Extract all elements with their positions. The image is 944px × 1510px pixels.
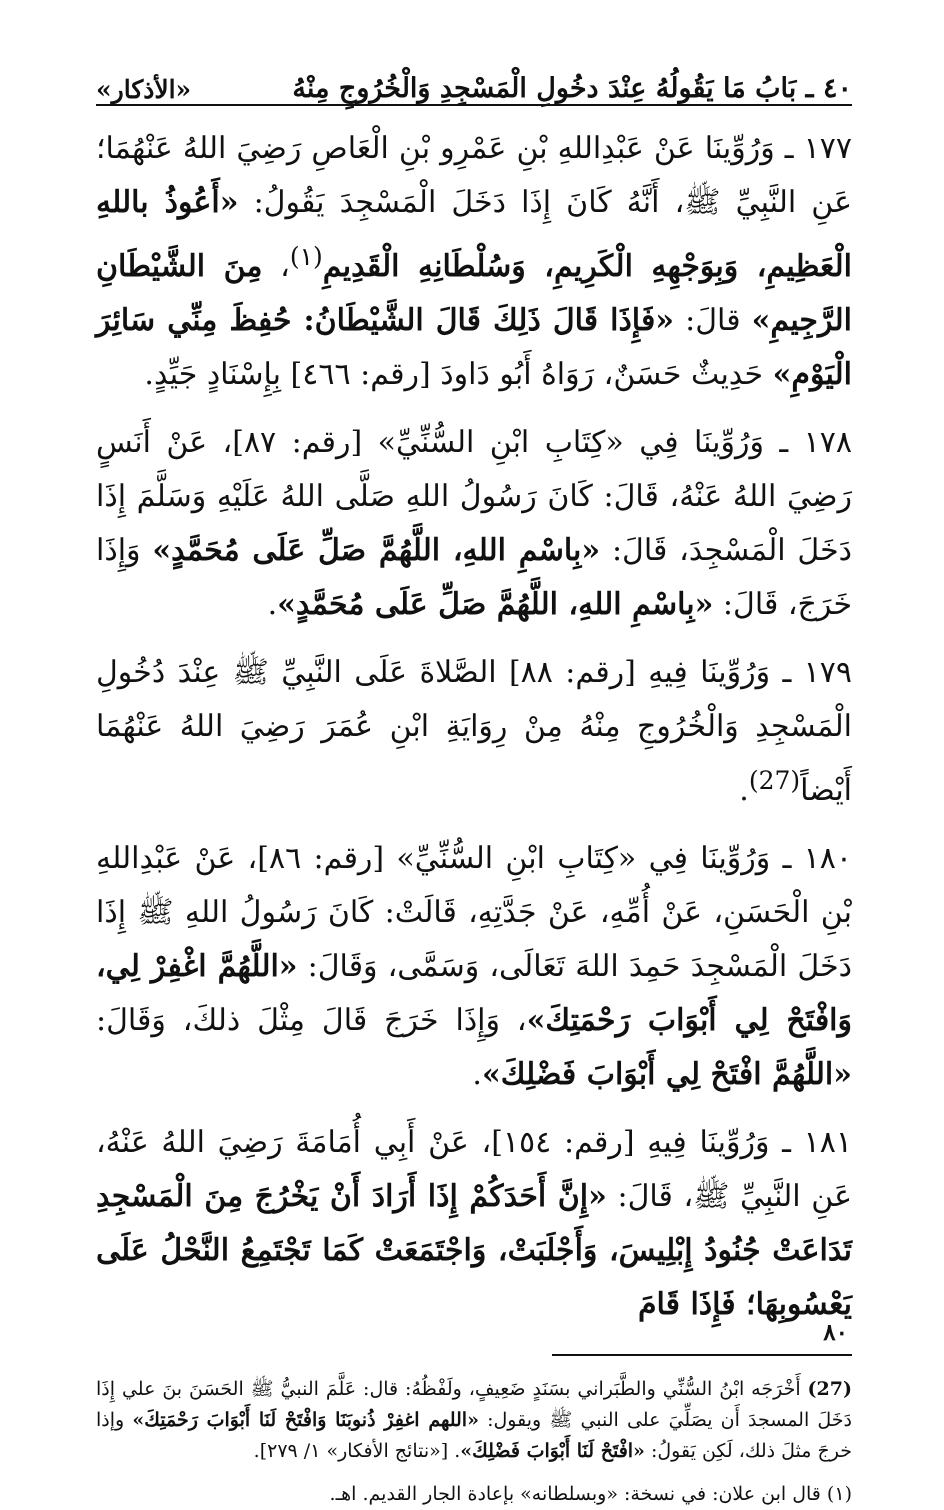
bold-dua: «بِاسْمِ اللهِ، اللَّهُمَّ صَلِّ عَلَى مُحَمَّدٍ» (152, 533, 601, 568)
bold-dua: «اللَّهُمَّ افْتَحْ لِي أَبْوَابَ فَضْلِكَ» (481, 1057, 852, 1092)
page-number: ٨٠ (823, 1319, 848, 1346)
bold-dua: «بِاسْمِ اللهِ، اللَّهُمَّ صَلِّ عَلَى مُحَمَّدٍ» (277, 587, 714, 622)
text-span: ١٧٨ ـ وَرُوِّينَا فِي «كِتَابِ ابْنِ السُّنِّيِّ» [رقم: ٨٧]، عَنْ أَنَسٍ رَضِيَ اللهُ عَنْهُ، قَالَ: كَانَ رَسُولُ اللهِ صَلَّى اللهُ عَلَيْهِ وَسَلَّمَ إِذَا دَخَلَ الْمَسْجِدَ، قَالَ: (96, 425, 853, 568)
footnote-1: (١) قال ابن علان: في نسخة: «وبسلطانه» بإعادة الجار القديم. اهـ. (329, 1483, 852, 1505)
paragraph-180 (96, 832, 852, 1102)
text-span: ، (262, 249, 290, 284)
main-text (96, 106, 852, 1332)
text-span: قالَ: (674, 303, 752, 338)
paragraph-179 (96, 646, 852, 818)
text-span: . [«نتائج الأفكار» ١/ ٢٧٩]. (253, 1440, 461, 1462)
text-span: . (267, 587, 278, 622)
chapter-title: ٤٠ ـ بَابُ مَا يَقُولُهُ عِنْدَ دخُولِ الْمَسْجِدِ وَالْخُرُوجِ مِنْهُ (292, 73, 852, 104)
footnote-ref: (27) (748, 766, 801, 795)
bold-dua: «أَعُوذُ باللهِ الْعَظِيمِ، وَبِوَجْهِهِ الْكَرِيمِ، وَسُلْطَانِهِ الْقَدِيمِ (96, 185, 853, 284)
bold-dua: «اللَّهُمَّ اغْفِرْ لِي، وَافْتَحْ لِي أَبْوَابَ رَحْمَتِكَ» (96, 949, 852, 1038)
text-span: ١٧٧ ـ وَرُوِّينَا عَنْ عَبْدِاللهِ بْنِ عَمْرِو بْنِ الْعَاصِ رَضِيَ اللهُ عَنْهُمَا؛ عَنِ النَّبِيِّ ﷺ، أَنَّهُ كَانَ إِذَا دَخَلَ الْمَسْجِدَ يَقُولُ: (96, 131, 852, 220)
text-span: حَدِيثٌ حَسَنٌ، رَوَاهُ أَبُو دَاودَ [رقم: ٤٦٦] بِإِسْنَادٍ جَيِّدٍ. (144, 357, 773, 392)
text-span: ١٧٩ ـ وَرُوِّينَا فِيهِ [رقم: ٨٨] الصَّلاةَ عَلَى النَّبِيِّ ﷺ عِنْدَ دُخُولِ الْمَسْجِدِ وَالْخُرُوجِ مِنْهُ مِنْ رِوَايَةِ ابْنِ عُمَرَ رَضِيَ اللهُ عَنْهُمَا أَيْضاً (96, 655, 853, 808)
bold-dua: مِنَ الشَّيْطَانِ الرَّجِيمِ» (96, 249, 852, 338)
text-span: وإذا خرجَ مثلَ ذلك، لَكِن يَقولُ: (96, 1409, 852, 1462)
bold-dua: «فَإِذَا قَالَ ذَلِكَ قَالَ الشَّيْطَانُ: حُفِظَ مِنِّي سَائِرَ الْيَوْمِ» (96, 303, 852, 392)
running-header (96, 48, 852, 106)
footnote-number: (27) (807, 1378, 852, 1400)
footnote-27 (96, 1374, 852, 1467)
footnote-ref: (١) (289, 242, 323, 271)
text-span: . (739, 773, 749, 808)
paragraph-181 (96, 1116, 852, 1332)
book-title: «الأذكار» (96, 75, 192, 104)
text-span: ، وَإِذَا خَرَجَ قَالَ مِثْلَ ذلكَ، وَقَالَ: (96, 1003, 527, 1038)
footnote-divider (552, 1354, 852, 1356)
text-span: وَإِذَا خَرَجَ، قَالَ: (96, 533, 852, 622)
text-span: ١٨٠ ـ وَرُوِّينَا فِي «كِتَابِ ابْنِ السُّنِّيِّ» [رقم: ٨٦]، عَنْ عَبْدِاللهِ بْنِ الْحَسَنِ، عَنْ أُمِّهِ، عَنْ جَدَّتِهِ، قَالَتْ: كَانَ رَسُولُ اللهِ ﷺ إِذَا دَخَلَ الْمَسْجِدَ حَمِدَ اللهَ تَعَالَى، وَسَمَّى، وَقَالَ: (96, 841, 853, 984)
paragraph-178 (96, 416, 852, 632)
footnotes (96, 1374, 852, 1510)
text-span: أَخْرَجَه ابْنُ السُّنِّي والطَّبَراني بسَنَدٍ ضَعِيفٍ، ولَفْظُهُ: قال: عَلَّمَ النبيُّ ﷺ الحَسَنَ بنَ علي إِذَا دَخَلَ المسجدَ أَن يصَلِّيَ على النبي ﷺ ويقول: (96, 1378, 852, 1431)
text-span: ١٨١ ـ وَرُوِّينَا فِيهِ [رقم: ١٥٤]، عَنْ أَبِي أُمَامَةَ رَضِيَ اللهُ عَنْهُ، عَنِ النَّبِيِّ ﷺ، قَالَ: (96, 1125, 853, 1214)
bold-dua: «اللهم اغفِرْ ذُنوبَنَا وَافْتَحْ لَنَا أَبْوَابَ رَحْمَتِكَ» (132, 1409, 479, 1431)
text-span: . (472, 1057, 482, 1092)
bold-dua: «افْتَحْ لَنَا أَبْوَابَ فَضْلِكَ» (460, 1440, 645, 1462)
bold-hadith: «إِنَّ أَحَدَكُمْ إِذَا أَرَادَ أَنْ يَخْرُجَ مِنَ الْمَسْجِدِ تَدَاعَتْ جُنُودُ إِبْلِيسَ، وَأَجْلَبَتْ، وَاجْتَمَعَتْ كَمَا تَجْتَمِعُ النَّحْلُ عَلَى يَعْسُوبِهَا؛ فَإِذَا قَامَ (96, 1179, 852, 1322)
paragraph-177 (96, 122, 852, 402)
